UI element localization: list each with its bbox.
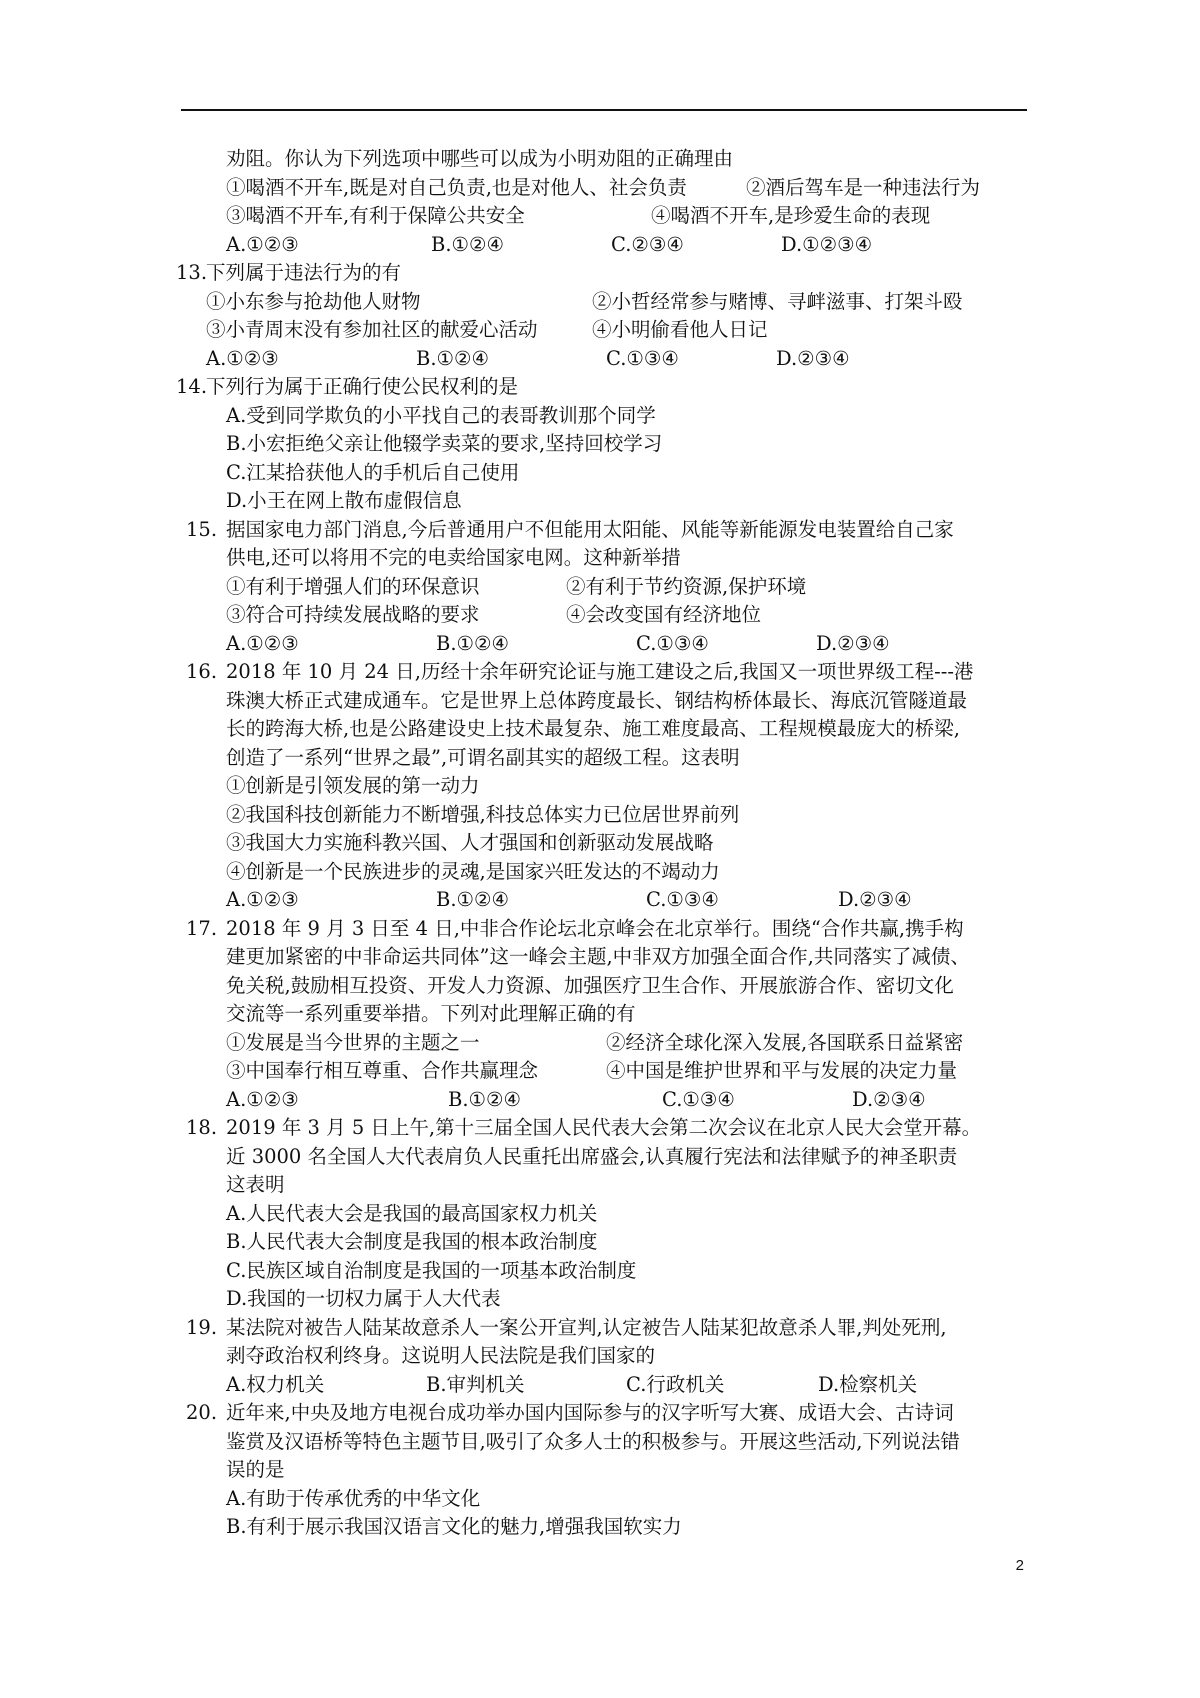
question-stem: 下列行为属于正确行使公民权利的是 (206, 375, 519, 398)
page-number: 2 (1015, 1557, 1024, 1574)
question-header (186, 1314, 1046, 1343)
question-header (186, 1114, 1046, 1143)
item: ②酒后驾车是一种违法行为 (746, 175, 981, 199)
question-stem-line: 近年来,中央及地方电视台成功举办国内国际参与的汉字听写大赛、成语大会、古诗词 (226, 1401, 954, 1424)
question-header (186, 516, 1046, 545)
question-stem-line: 2019 年 3 月 5 日上午,第十三届全国人民代表大会第二次会议在北京人民大会堂开幕。 (226, 1116, 982, 1139)
question-stem: 劝阻。你认为下列选项中哪些可以成为小明劝阻的正确理由 (226, 147, 734, 170)
question-stem-line: 2018 年 9 月 3 日至 4 日,中非合作论坛北京峰会在北京举行。围绕“合作共赢,携手构 (226, 916, 964, 940)
option-b: B.①②④ (416, 346, 489, 370)
question-stem-line: 长的跨海大桥,也是公路建设史上技术最复杂、施工难度最高、工程规模最庞大的桥梁, (226, 717, 960, 740)
option-d: D.②③④ (816, 631, 890, 655)
question-header (186, 915, 1046, 944)
item: ①发展是当今世界的主题之一 (226, 1030, 480, 1054)
question-16 (186, 658, 1046, 915)
option-b: B.人民代表大会制度是我国的根本政治制度 (226, 1230, 598, 1253)
question-number: 16. (186, 660, 218, 683)
question-stem-line: 近 3000 名全国人大代表肩负人民重托出席盛会,认真履行宪法和法律赋予的神圣职责 (226, 1144, 958, 1168)
option-c: C.江某拾获他人的手机后自己使用 (226, 460, 520, 484)
option-b: B.审判机关 (426, 1372, 525, 1396)
option-c: C.①③④ (646, 888, 719, 911)
answer-options (186, 1371, 1046, 1400)
question-stem-line: 剥夺政治权利终身。这说明人民法院是我们国家的 (226, 1344, 656, 1367)
option-c: C.行政机关 (626, 1372, 725, 1396)
question-stem-line: 某法院对被告人陆某故意杀人一案公开宣判,认定被告人陆某犯故意杀人罪,判处死刑, (226, 1315, 947, 1339)
item: ①有利于增强人们的环保意识 (226, 574, 480, 598)
option-b: B.①②④ (436, 631, 509, 655)
question-stem-line: 供电,还可以将用不完的电卖给国家电网。这种新举措 (226, 546, 681, 569)
question-header (186, 658, 1046, 687)
answer-options (186, 886, 1046, 915)
question-number: 13. (176, 261, 208, 284)
question-17 (186, 915, 1046, 1115)
option-b: B.小宏拒绝父亲让他辍学卖菜的要求,坚持回校学习 (226, 432, 663, 455)
option-b: B.①②④ (448, 1087, 521, 1111)
item-row (186, 174, 1046, 203)
option-d: D.②③④ (838, 888, 912, 911)
question-stem-line: 创造了一系列“世界之最”,可谓名副其实的超级工程。这表明 (226, 745, 740, 769)
option-a: A.①②③ (226, 1087, 299, 1111)
item: ④小明偷看他人日记 (592, 318, 768, 341)
option-a: A.权力机关 (226, 1372, 325, 1396)
item-row (176, 288, 1046, 317)
item: ②有利于节约资源,保护环境 (566, 574, 807, 598)
item: ④会改变国有经济地位 (566, 603, 762, 626)
question-number: 18. (186, 1116, 218, 1139)
question-header (186, 1399, 1046, 1428)
question-number: 14. (176, 375, 208, 398)
question-stem-line: 鉴赏及汉语桥等特色主题节目,吸引了众多人士的积极参与。开展这些活动,下列说法错 (226, 1429, 960, 1453)
option-d: D.②③④ (852, 1087, 926, 1111)
option-c: C.①③④ (636, 631, 709, 655)
option-b: B.①②④ (431, 232, 504, 256)
option-d: D.小王在网上散布虚假信息 (226, 489, 462, 512)
header-rule (181, 109, 1027, 111)
question-stem-line: 这表明 (226, 1173, 285, 1196)
item-row (186, 1029, 1046, 1058)
item: ①喝酒不开车,既是对自己负责,也是对他人、社会负责 (226, 175, 687, 199)
option-a: A.受到同学欺负的小平找自己的表哥教训那个同学 (226, 403, 656, 427)
question-list (176, 145, 1046, 1542)
item: ③小青周末没有参加社区的献爱心活动 (206, 318, 538, 341)
question-15 (186, 516, 1046, 659)
option-d: D.①②③④ (781, 232, 873, 256)
item: ③符合可持续发展战略的要求 (226, 603, 480, 626)
item-row (186, 1057, 1046, 1086)
item: ②我国科技创新能力不断增强,科技总体实力已位居世界前列 (226, 802, 740, 826)
item: ②经济全球化深入发展,各国联系日益紧密 (606, 1030, 964, 1054)
question-number: 20. (186, 1401, 218, 1424)
answer-options (186, 1086, 1046, 1115)
question-stem-line: 建更加紧密的中非命运共同体”这一峰会主题,中非双方加强全面合作,共同落实了减债、 (226, 945, 970, 968)
item-row (186, 202, 1046, 231)
question-header (176, 259, 1046, 288)
item: ②小哲经常参与赌博、寻衅滋事、打架斗殴 (592, 289, 963, 313)
item: ①小东参与抢劫他人财物 (206, 289, 421, 313)
option-c: C.①③④ (662, 1087, 735, 1111)
question-18 (186, 1114, 1046, 1314)
question-14 (176, 373, 1046, 516)
item: ④创新是一个民族进步的灵魂,是国家兴旺发达的不竭动力 (226, 859, 720, 883)
option-b: B.有利于展示我国汉语言文化的魅力,增强我国软实力 (226, 1515, 682, 1538)
item-row (176, 316, 1046, 345)
question-number: 19. (186, 1315, 218, 1339)
item-row (186, 573, 1046, 602)
item: ④中国是维护世界和平与发展的决定力量 (606, 1059, 958, 1082)
item: ③我国大力实施科教兴国、人才强国和创新驱动发展战略 (226, 831, 714, 854)
question-13 (176, 259, 1046, 373)
question-number: 15. (186, 517, 218, 541)
question-stem-line: 误的是 (226, 1458, 285, 1481)
question-header (176, 373, 1046, 402)
item: ④喝酒不开车,是珍爱生命的表现 (651, 204, 931, 227)
option-a: A.①②③ (226, 631, 299, 655)
option-c: C.①③④ (606, 346, 679, 370)
question-stem-line: 交流等一系列重要举措。下列对此理解正确的有 (226, 1002, 636, 1025)
option-a: A.有助于传承优秀的中华文化 (226, 1486, 481, 1510)
item: ③喝酒不开车,有利于保障公共安全 (226, 204, 525, 227)
option-d: D.②③④ (776, 346, 850, 370)
option-c: C.②③④ (611, 232, 684, 256)
question-stem-line: 据国家电力部门消息,今后普通用户不但能用太阳能、风能等新能源发电装置给自己家 (226, 517, 954, 541)
question-number: 17. (186, 916, 218, 940)
option-a: A.人民代表大会是我国的最高国家权力机关 (226, 1201, 598, 1225)
question-19 (186, 1314, 1046, 1400)
option-a: A.①②③ (226, 888, 299, 911)
option-c: C.民族区域自治制度是我国的一项基本政治制度 (226, 1258, 637, 1282)
answer-options (186, 231, 1046, 260)
option-a: A.①②③ (226, 232, 299, 256)
item: ①创新是引领发展的第一动力 (226, 774, 480, 797)
question-stem: 下列属于违法行为的有 (206, 261, 402, 284)
option-d: D.我国的一切权力属于人大代表 (226, 1287, 501, 1310)
option-b: B.①②④ (436, 888, 509, 911)
option-a: A.①②③ (206, 346, 279, 370)
question-12-continuation (186, 145, 1046, 259)
item: ③中国奉行相互尊重、合作共赢理念 (226, 1059, 539, 1082)
question-20 (186, 1399, 1046, 1542)
question-stem-line: 珠澳大桥正式建成通车。它是世界上总体跨度最长、钢结构桥体最长、海底沉管隧道最 (226, 688, 968, 712)
question-stem-line: 2018 年 10 月 24 日,历经十余年研究论证与施工建设之后,我国又一项世界级工程---港 (226, 660, 974, 683)
item-row (186, 601, 1046, 630)
answer-options (176, 345, 1046, 374)
option-d: D.检察机关 (818, 1372, 918, 1396)
answer-options (186, 630, 1046, 659)
question-stem-line: 免关税,鼓励相互投资、开发人力资源、加强医疗卫生合作、开展旅游合作、密切文化 (226, 973, 954, 997)
